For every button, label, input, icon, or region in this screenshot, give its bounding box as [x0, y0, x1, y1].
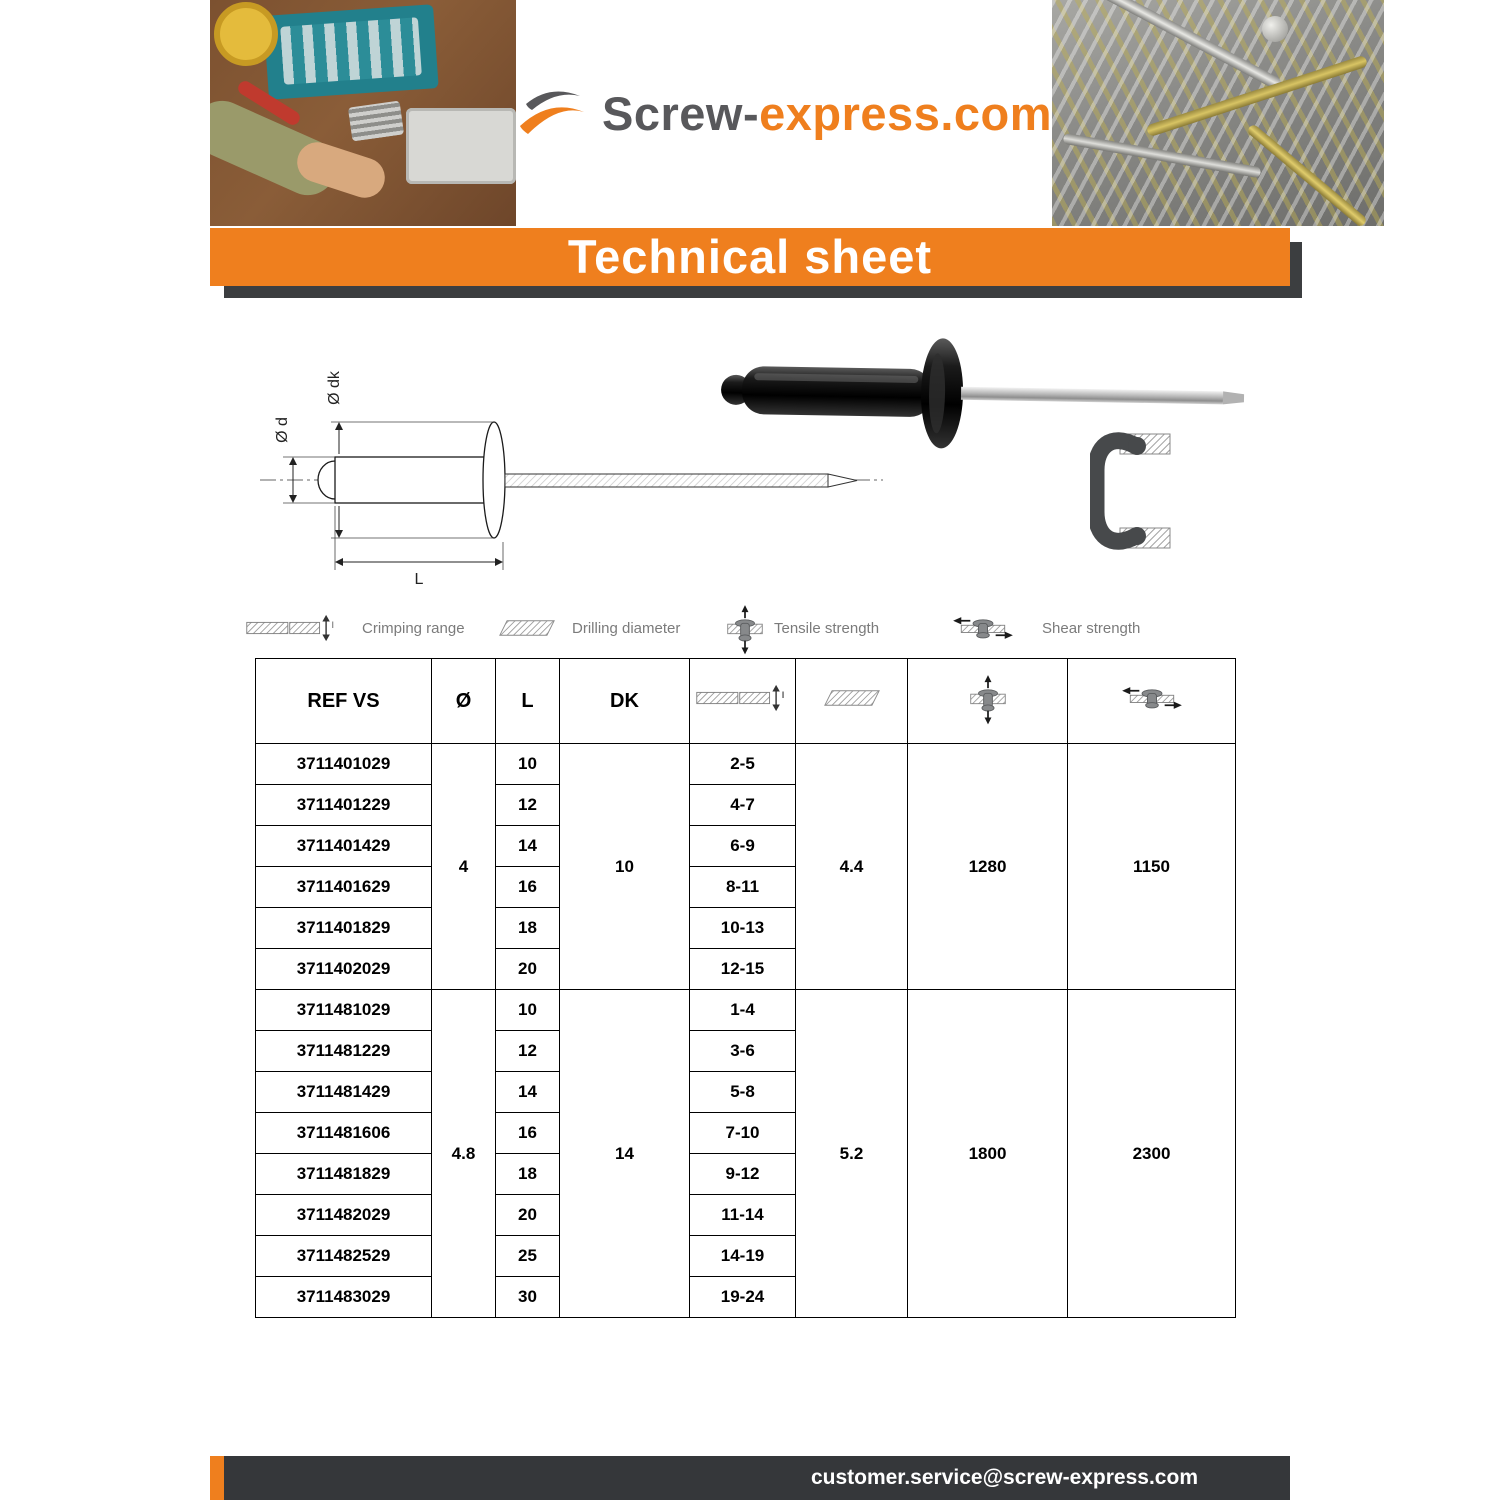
length-cell: 30: [496, 1277, 560, 1318]
length-cell: 10: [496, 744, 560, 785]
drilling-diameter-icon: [498, 618, 556, 638]
crimping-range-cell: 7-10: [690, 1113, 796, 1154]
rivet-photo: [690, 336, 1260, 472]
crimping-range-cell: 1-4: [690, 990, 796, 1031]
spec-table: [255, 658, 1236, 1318]
column-header-diameter: Ø: [432, 659, 496, 744]
crimping-range-cell: 12-15: [690, 949, 796, 990]
installed-rivet-icon: [1090, 430, 1174, 552]
table-row: [256, 744, 1236, 785]
length-cell: 14: [496, 826, 560, 867]
length-cell: 16: [496, 1113, 560, 1154]
photo-decor: [1246, 123, 1368, 226]
length-cell: 10: [496, 990, 560, 1031]
drilling-diameter-icon: [823, 688, 881, 708]
dk-cell: 14: [560, 990, 690, 1318]
ref-cell: 3711482529: [256, 1236, 432, 1277]
legend-drilling-diameter: [498, 600, 680, 656]
photo-decor: [280, 17, 422, 84]
brand-name-orange: express.com: [759, 86, 1053, 140]
ref-cell: 3711401829: [256, 908, 432, 949]
page-title: Technical sheet: [210, 228, 1290, 286]
column-header-dk: DK: [560, 659, 690, 744]
crimping-range-icon: [695, 684, 790, 712]
dim-label-l: L: [414, 571, 424, 588]
ref-cell: 3711402029: [256, 949, 432, 990]
crimping-range-cell: 11-14: [690, 1195, 796, 1236]
length-cell: 20: [496, 949, 560, 990]
crimping-range-cell: 19-24: [690, 1277, 796, 1318]
legend-shear-strength: [952, 600, 1140, 656]
logo: [516, 0, 1052, 226]
ref-cell: 3711482029: [256, 1195, 432, 1236]
column-header-length: L: [496, 659, 560, 744]
drilling-diameter-cell: 5.2: [796, 990, 908, 1318]
screws-photo: [1052, 0, 1384, 226]
dim-label-dk: Ø dk: [326, 371, 343, 405]
length-cell: 20: [496, 1195, 560, 1236]
diameter-cell: 4: [432, 744, 496, 990]
crimping-range-cell: 6-9: [690, 826, 796, 867]
ref-cell: 3711481029: [256, 990, 432, 1031]
workbench-photo: [210, 0, 516, 226]
header-banner: [210, 0, 1290, 226]
photo-decor: [1063, 133, 1262, 179]
shear-strength-cell: 1150: [1068, 744, 1236, 990]
legend-label: Tensile strength: [774, 619, 880, 637]
shear-strength-icon: [952, 609, 1014, 647]
column-header-ref: REF VS: [256, 659, 432, 744]
crimping-range-cell: 3-6: [690, 1031, 796, 1072]
tensile-strength-icon: [908, 659, 1068, 744]
length-cell: 18: [496, 908, 560, 949]
ref-cell: 3711401629: [256, 867, 432, 908]
shear-strength-icon: [1121, 679, 1183, 717]
photo-decor: [406, 108, 516, 184]
table-header-row: [256, 659, 1236, 744]
legend-tensile-strength: [726, 600, 879, 656]
logo-swoosh-icon: [516, 84, 588, 142]
photo-decor: [348, 101, 404, 142]
dim-label-d: Ø d: [274, 417, 291, 443]
legend-label: Drilling diameter: [572, 619, 681, 637]
crimping-range-cell: 14-19: [690, 1236, 796, 1277]
crimping-range-cell: 4-7: [690, 785, 796, 826]
diameter-cell: 4.8: [432, 990, 496, 1318]
length-cell: 12: [496, 1031, 560, 1072]
footer-accent: [210, 1456, 224, 1500]
ref-cell: 3711401229: [256, 785, 432, 826]
brand-name: [602, 86, 1052, 141]
tensile-strength-icon: [726, 600, 764, 657]
length-cell: 25: [496, 1236, 560, 1277]
ref-cell: 3711481229: [256, 1031, 432, 1072]
crimping-range-icon: [245, 614, 340, 642]
crimping-range-icon: [690, 659, 796, 744]
crimping-range-cell: 10-13: [690, 908, 796, 949]
legend-label: Shear strength: [1042, 619, 1141, 637]
legend-label: Crimping range: [362, 619, 465, 637]
dk-cell: 10: [560, 744, 690, 990]
length-cell: 16: [496, 867, 560, 908]
drilling-diameter-icon: [796, 659, 908, 744]
footer-bar: [210, 1456, 1290, 1500]
ref-cell: 3711483029: [256, 1277, 432, 1318]
crimping-range-cell: 8-11: [690, 867, 796, 908]
crimping-range-cell: 9-12: [690, 1154, 796, 1195]
photo-decor: [1092, 0, 1283, 91]
ref-cell: 3711481606: [256, 1113, 432, 1154]
tensile-strength-cell: 1800: [908, 990, 1068, 1318]
ref-cell: 3711481429: [256, 1072, 432, 1113]
shear-strength-icon: [1068, 659, 1236, 744]
drilling-diameter-cell: 4.4: [796, 744, 908, 990]
legend-crimping-range: [245, 600, 465, 656]
photo-decor: [214, 2, 278, 66]
ref-cell: 3711481829: [256, 1154, 432, 1195]
ref-cell: 3711401029: [256, 744, 432, 785]
customer-email: customer.service@screw-express.com: [810, 1466, 1198, 1489]
photo-decor: [1262, 16, 1288, 42]
brand-name-dark: Screw-: [602, 86, 760, 140]
table-row: [256, 990, 1236, 1031]
length-cell: 14: [496, 1072, 560, 1113]
crimping-range-cell: 2-5: [690, 744, 796, 785]
tensile-strength-cell: 1280: [908, 744, 1068, 990]
tensile-strength-icon: [969, 670, 1007, 727]
length-cell: 18: [496, 1154, 560, 1195]
shear-strength-cell: 2300: [1068, 990, 1236, 1318]
length-cell: 12: [496, 785, 560, 826]
crimping-range-cell: 5-8: [690, 1072, 796, 1113]
ref-cell: 3711401429: [256, 826, 432, 867]
